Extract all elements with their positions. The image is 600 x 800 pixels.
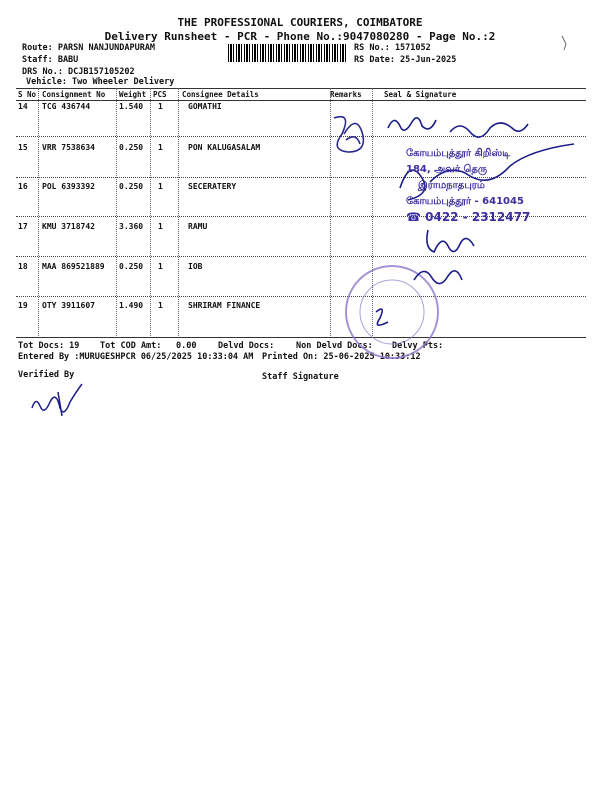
stamp-phone: ☎ 0422 - 2312477: [406, 210, 531, 224]
row-weight: 0.250: [119, 182, 144, 191]
row-pcs: 1: [158, 222, 163, 231]
col-header-weight: Weight: [119, 90, 147, 99]
remarks-scribble: [334, 117, 363, 152]
company-title: THE PROFESSIONAL COURIERS, COIMBATORE: [177, 16, 423, 29]
row-sno: 16: [18, 182, 28, 191]
verified-signature: [32, 384, 82, 416]
row-sno: 19: [18, 301, 28, 310]
row-sno: 17: [18, 222, 28, 231]
staff-label: Staff: BABU: [22, 55, 79, 65]
circular-stamp: [346, 266, 438, 358]
total-cod-value: 0.00: [176, 341, 197, 351]
signature-row-14: [388, 118, 528, 137]
stamp-line-2: 184, அவர் தெரு: [406, 164, 488, 175]
signature-row-17: [427, 230, 474, 252]
row-weight: 3.360: [119, 222, 144, 231]
row-pcs: 1: [158, 262, 163, 271]
printed-on: Printed On: 25-06-2025 10:33:12: [262, 352, 421, 362]
col-header-consignee: Consignee Details: [182, 90, 259, 99]
row-consignee: RAMU: [188, 222, 208, 231]
verified-by-label: Verified By: [18, 370, 75, 380]
row-consignment: MAA 869521889: [42, 262, 105, 271]
delivered-docs: Delvd Docs:: [218, 341, 275, 351]
route-label: Route: PARSN NANJUNDAPURAM: [22, 43, 156, 53]
rs-date: RS Date: 25-Jun-2025: [354, 55, 457, 65]
col-header-pcs: PCS: [153, 90, 167, 99]
row-consignment: OTY 3911607: [42, 301, 95, 310]
row-pcs: 1: [158, 182, 163, 191]
row-pcs: 1: [158, 301, 163, 310]
row-pcs: 1: [158, 102, 163, 111]
corner-tick: [562, 36, 566, 50]
total-docs: Tot Docs: 19: [18, 341, 80, 351]
runsheet-subtitle: Delivery Runsheet - PCR - Phone No.:9047080280 - Page No.:2: [104, 30, 496, 43]
row-weight: 0.250: [119, 262, 144, 271]
signature-row-19: [376, 309, 388, 325]
row-weight: 0.250: [119, 143, 144, 152]
row-consignment: KMU 3718742: [42, 222, 95, 231]
stamp-line-4: கோயம்புத்தூர் - 641045: [406, 196, 524, 207]
row-consignee: SHRIRAM FINANCE: [188, 301, 261, 310]
total-cod-label: Tot COD Amt:: [100, 341, 162, 351]
row-weight: 1.490: [119, 301, 144, 310]
drs-number: DRS No.: DCJB157105202: [22, 67, 135, 77]
non-delivered-docs: Non Delvd Docs:: [296, 341, 373, 351]
row-consignment: TCG 436744: [42, 102, 91, 111]
vehicle-label: Vehicle: Two Wheeler Delivery: [26, 77, 175, 87]
row-weight: 1.540: [119, 102, 144, 111]
row-consignee: PON KALUGASALAM: [188, 143, 261, 152]
row-consignment: VRR 7538634: [42, 143, 95, 152]
staff-signature-label: Staff Signature: [262, 372, 339, 382]
col-header-consignment: Consignment No: [42, 90, 106, 99]
row-consignee: GOMATHI: [188, 102, 222, 111]
row-sno: 15: [18, 143, 28, 152]
row-consignment: POL 6393392: [42, 182, 95, 191]
col-header-seal: Seal & Signature: [384, 90, 457, 99]
row-sno: 18: [18, 262, 28, 271]
stamp-line-3: இராமநாதபுரம்: [418, 180, 485, 191]
row-consignee: IOB: [188, 262, 203, 271]
row-pcs: 1: [158, 143, 163, 152]
col-header-remarks: Remarks: [330, 90, 362, 99]
entered-by: Entered By :MURUGESHPCR 06/25/2025 10:33:04 AM: [18, 352, 254, 362]
row-consignee: SECERATERY: [188, 182, 237, 191]
rs-number: RS No.: 1571052: [354, 43, 431, 53]
row-sno: 14: [18, 102, 28, 111]
delivery-points: Delvy Pts:: [392, 341, 444, 351]
stamp-line-1: கோயம்புத்தூர் கிறிஸ்டி: [406, 148, 511, 159]
col-header-sno: S No: [18, 90, 37, 99]
